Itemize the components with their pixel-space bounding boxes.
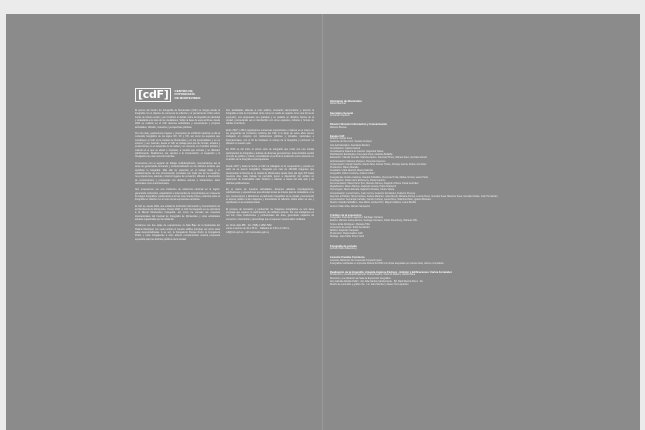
portada-lines: [330, 248, 520, 251]
cdf-logo: [135, 88, 216, 102]
credit-block-portada: [330, 245, 520, 252]
credit-line: Licencia: Atribución No Comercial Compartir Igual: [330, 259, 382, 262]
credit-line: Fotografía: Francisco Lejavitzer, Santiago Carrasco: [330, 217, 384, 220]
paragraph: En el marco de nuestras actividades, llevamos adelante investigaciones, publicaciones y exposiciones que abordan temas de interés para la ciudadanía. A su vez, conservamos y difundimos el patrimonio fotográfico de la ciudad, promoviendo el acceso público a las imágenes y fomentando la reflexión crítica sobre su uso y significado en la sociedad actual.: [226, 188, 314, 205]
credit-line: Jefe Administrativo: Ana Elena Benitez: [330, 144, 370, 147]
credit-line: Tecnologías: Mauro Estrada, Alejandro Morales, Carlos Varela: [330, 189, 395, 192]
credit-block-licencia: [330, 256, 520, 266]
paragraph: Nos proponemos ser una institución de referencia nacional en la región: generando contenidos, capacitación e intercambio de conocimientos en el área de la imagen fotográfica, colaborando a formar una mirada crítica y reflexiva sobre la fotografía en relación con el resto de las expresiones artísticas.: [135, 189, 220, 202]
credit-heading: Realización de la fotografía: Amanda Azpúrua Pedrozo · Edición y Edificaciones: Carina Fernández: [330, 270, 452, 274]
credit-heading: Secretario General: [330, 111, 354, 115]
credit-line: Acervo: Pablo Rios, Ramiro Sampedro: [330, 205, 370, 208]
credit-block-equipo: [330, 135, 520, 209]
credit-block-final: [330, 271, 520, 287]
credit-heading: Equipo CdF: [330, 134, 345, 138]
credit-block-intendente: [330, 100, 520, 107]
final-lines: [330, 274, 520, 287]
credit-block-secretario: [330, 112, 520, 119]
contact-line: cdf@imm.gub.uy · cdf.montevideo.gub.uy: [226, 231, 269, 234]
contact-info: [226, 225, 314, 235]
credit-line: Textos: Erika Rodríguez, Mariana Trillo: [330, 223, 370, 226]
credit-line: Documentación: Mara Carrió Toro, Marcelo Ramos, Alejandro Rivera, Paula González: [330, 183, 419, 186]
logo-name-line: FOTOGRAFÍA: [174, 92, 195, 97]
paragraph: Contamos con dos salas de exposiciones: la Sala Bajo de la Explanada del Palacio Municipal, con sede central en nuestro edificio principal, así como otras salas descentralizadas. A su vez, la Fotogalería Parque Rodó, la Fotogalería Prado y otras fotogalerías a cielo abierto complementan nuestra propuesta expositiva para los distintos públicos de la ciudad.: [135, 225, 220, 241]
credit-line: Dirección y coordinación de Sala de Exposición fotográfica: [330, 277, 391, 280]
credit-line: Comunicación: Lucía Franco, Juan Correa, Federico Fernández, Federico Pereyra: [330, 192, 416, 195]
paragraph: Por otro lado, gestionamos lugares y propuestas de exhibición abiertas a ella al contenido fotográfico de los siglos XIX, XX y XXI, así como los espacios que constituyen el CdF en la Ciudad de Montevideo y en las proximidades y en su entorno, y así. Además, desde el CdF se trabaja para que las formas, estados y producciones en el desarrollo de la ciudad y su memoria, en el ámbito artístico y cultural en el que se sitúan e impulsan, a medida que circulan y se difunden públicamente. Realizamos, así, aportes a la conservación, el resguardo y la divulgación de esta memoria colectiva.: [135, 133, 220, 159]
credit-line: Fernando Nopitsch: [330, 115, 350, 118]
credit-line: Digitalización: Mauro Barrios, Alejandro Acosta, Pablo Infantozzi: [330, 186, 397, 189]
credit-line: Coordinación: Gabriel García: [330, 147, 361, 150]
credit-line: Comunicación: Fernanda Carballo, Camilo Curbelo, Laura Mora, Valentina Dalto, Ignacio Brandes: [330, 199, 431, 202]
credit-line: Producción: Mauro Martella: [330, 167, 359, 170]
credit-line: Director: Daniel Sosa: [330, 138, 352, 141]
paragraph: Son actividades abiertas a todo público, buscando democratizar y acercar la fotografía a toda la comunidad, tanto como un medio de registro como una forma de expresión. Las propuestas son gratuitas y se realizan en distintos barrios de la ciudad, promoviendo así el intercambio con otros espacios, culturas y formas de habitar el territorio.: [226, 110, 314, 126]
credit-heading: Fotografía de portada: [330, 244, 357, 248]
logo-mark: [cdF]: [135, 88, 171, 102]
credit-line: Ast. Gabriela Alzalde Pellini · Ast. Alba Sarrias Sanclemente · Bd. Raul Silveira Pérez · Ab.: [330, 280, 424, 283]
credit-line: Educación: Claudia Jourdan, Mariana Aquino, Facundo Pintos, Manuel Saez, Gonzalo Gianoli: [330, 157, 427, 160]
credit-line: Corrección de textos: Sofía Fernández: [330, 226, 370, 229]
equipo-lines: [330, 138, 520, 208]
publicacion-lines: [330, 217, 520, 239]
credit-block-publicacion: [330, 214, 520, 240]
credit-line: Daniel Martínez: [330, 103, 347, 106]
logo-name-line: DE MONTEVIDEO: [174, 95, 201, 100]
paragraph: El proceso de formación y producción de imágenes fotográficas es una tarea compleja que requiere la participación de múltiples actores. Por eso trabajamos en red con otras instituciones y profesionales del área, generando espacios de encuentro, intercambio y aprendizaje que enriquecen nuestra labor cotidiana.: [226, 208, 314, 221]
credit-line: Edición: Marcelo Campodónico, Santiago Carrasco, Pablo Rosenberg, Mariana Trillo: [330, 220, 418, 223]
middle-text-column: [226, 110, 314, 235]
licencia-lines: [330, 260, 520, 266]
credit-line: Fotografías realizadas en Imprenta Abierta SA 2020 con tintas aceptadas por colores tinta, rutina o cromáticas: [330, 262, 444, 265]
credit-line: Fotografía: Carlos Contrera, Andrés Cribari: [330, 173, 375, 176]
logo-name-line: CENTRO DE: [174, 88, 193, 93]
credit-heading: Intendente de Montevideo: [330, 100, 362, 103]
credit-line: Diseño de contenido y gráfico the · Lic. Zara Mendez y Alvaro Terra Aparicio: [330, 283, 409, 286]
credit-line: Edición: Alejandro Sequeira: [330, 229, 359, 232]
contact-line: Lunes a viernes de 10 a 19 hs. · Sábados de 9:30 a 14:30 hs.: [226, 228, 290, 231]
credit-line: Curaduría: Carla Gianotti, Mauro Martella: [330, 170, 373, 173]
paragraph: Conocemos con el espacio de trabajo multidisciplinario, reservándonos así la tarea de gestionarlas formando y profesionalizando en los distintos ámbitos que significan la fotografía. Más allá de potenciar en el trabajo fluido y el establecimiento de una comunicación constante con cada uno de los usuarios, nos proponemos, además, construir lugares de encuentro, difusión e intercambio de conocimientos y propuestas con distintos actores e instituciones, tanto nacionales como internacionales.: [135, 162, 220, 185]
paragraph: El CdF es, desde 2002, una unidad de la División Información y Comunicación de la Intendencia de Montevideo. Desde 2016, el CdF ha integrado en su estructura a la Bienal Montevideo Fotografía, así como ha sumado las muestras internacionales del Festival de Fotografía de Montevideo y otras actividades anuales organizadas por la institución.: [135, 205, 220, 221]
contact-line: Av. 18 de Julio 885 · Tel.: (598) 2 1950 7960: [226, 224, 272, 227]
credits-column: [330, 100, 520, 292]
credit-heading: Créditos de la exposición: [330, 213, 362, 217]
credit-line: Producción y coordinación general: Andrea Aquino, Carlo da Rabell y Gabriel Ilaca: [330, 274, 416, 277]
credit-line: Planificación Estratégica: Ana Laura Viera, Gabriela Bellalda: [330, 154, 393, 157]
credit-heading: Licencia Creative Commons: [330, 256, 365, 260]
paragraph: Entre 2007 y 2014 organizamos numerosas exposiciones y talleres en el marco de los programas de formación continua del CdF. A lo largo de estos años hemos trabajado en conjunto con instituciones públicas y privadas, nacionales e internacionales, con el fin de fortalecer el campo de la fotografía y promover su difusión en nuestro país.: [226, 129, 314, 146]
credit-line: Administración: Mariana Vázquez, Florencia Guerrero: [330, 160, 386, 163]
catalog-spread: [6, 14, 640, 430]
paragraph: En 2016 se dio inicio al primer ciclo de fotografía que contó con una nutrida participación de fotógrafos y artistas de diversas generaciones. Esta iniciativa resultó un éxito de público y crítica, consolidando el perfil de la institución como referente en el ámbito de la fotografía contemporánea.: [226, 149, 314, 162]
left-text-column: [135, 110, 220, 245]
credit-line: Atención al Público: Silvia Cantera, Andrea Martinez, Julia Merelli, Mariana Ahmed, Lorena Fieno, Gonzalo Sosa, Mauricio Sosa, Gonzalo Duarte, Julio Hernández: [330, 195, 498, 198]
credit-line: Conservación: Camilo Sancho, Daniel Nöel, Andrés Trelles, Rodrigo Garcia, Ruben Gonzalez: [330, 163, 427, 166]
credit-line: Montaje: Juan Pablo Pérez Carril: [330, 236, 365, 239]
credit-line: Investigación: Daniel Jaim Etcheverry, Paola Cardozo: [330, 179, 386, 182]
credit-line: Archivo Pablo Rosenberg: [330, 247, 357, 250]
logo-name: [174, 90, 216, 101]
credit-block-director: [330, 123, 520, 130]
paragraph: El acervo del Centro de Fotografía de Montevideo (CdF) se integra desde la fotografía con el objetivo de conservar la reflexión y el pensamiento crítico sobre temas de interés social, y así contribuir al debate sobre la fotografía de identidad y ciudadanía a la vista de los ciudadanos. Sobre la base de esos archivos, desde 2002 se realizan en el CdF diversas actividades y exposiciones y propone actividades, difusión, muestras y perspectivas públicas.: [135, 110, 220, 129]
credit-line: Asistente de Dirección: Susana Centeno: [330, 141, 372, 144]
credit-line: Coordinadora Sistema de Gestión: Alejandra Varela: [330, 151, 384, 154]
credit-line: Marcelo Bouzas: [330, 126, 347, 129]
page-fold: [322, 14, 323, 430]
paragraph: Desde 2007 y hasta la fecha, el CdF ha trabajado en la recuperación y puesta en valor de su acervo fotográfico, integrado por más de 100.000 imágenes que documentan la historia de la ciudad de Montevideo desde fines del siglo XIX hasta nuestros días. Este trabajo ha permitido poner a disposición del público un patrimonio de incalculable valor histórico y cultural, a través del sitio web y de distintas publicaciones.: [226, 165, 314, 185]
credit-line: Producción: Paola Gadino Cuffi: [330, 233, 363, 236]
credit-heading: Director División Información y Comunicación: [330, 123, 388, 127]
credit-line: Diseño: Claudia Schiaffino, Jose Marín, Andrea Hirz, Miguel Caldeiro, Laura Bonilla: [330, 202, 416, 205]
credit-line: Fotogalerías: Andrés Calanna, Claudia Schiaffino, Florencia Trotta, Matías Vorrasi, Laura Peña: [330, 176, 428, 179]
